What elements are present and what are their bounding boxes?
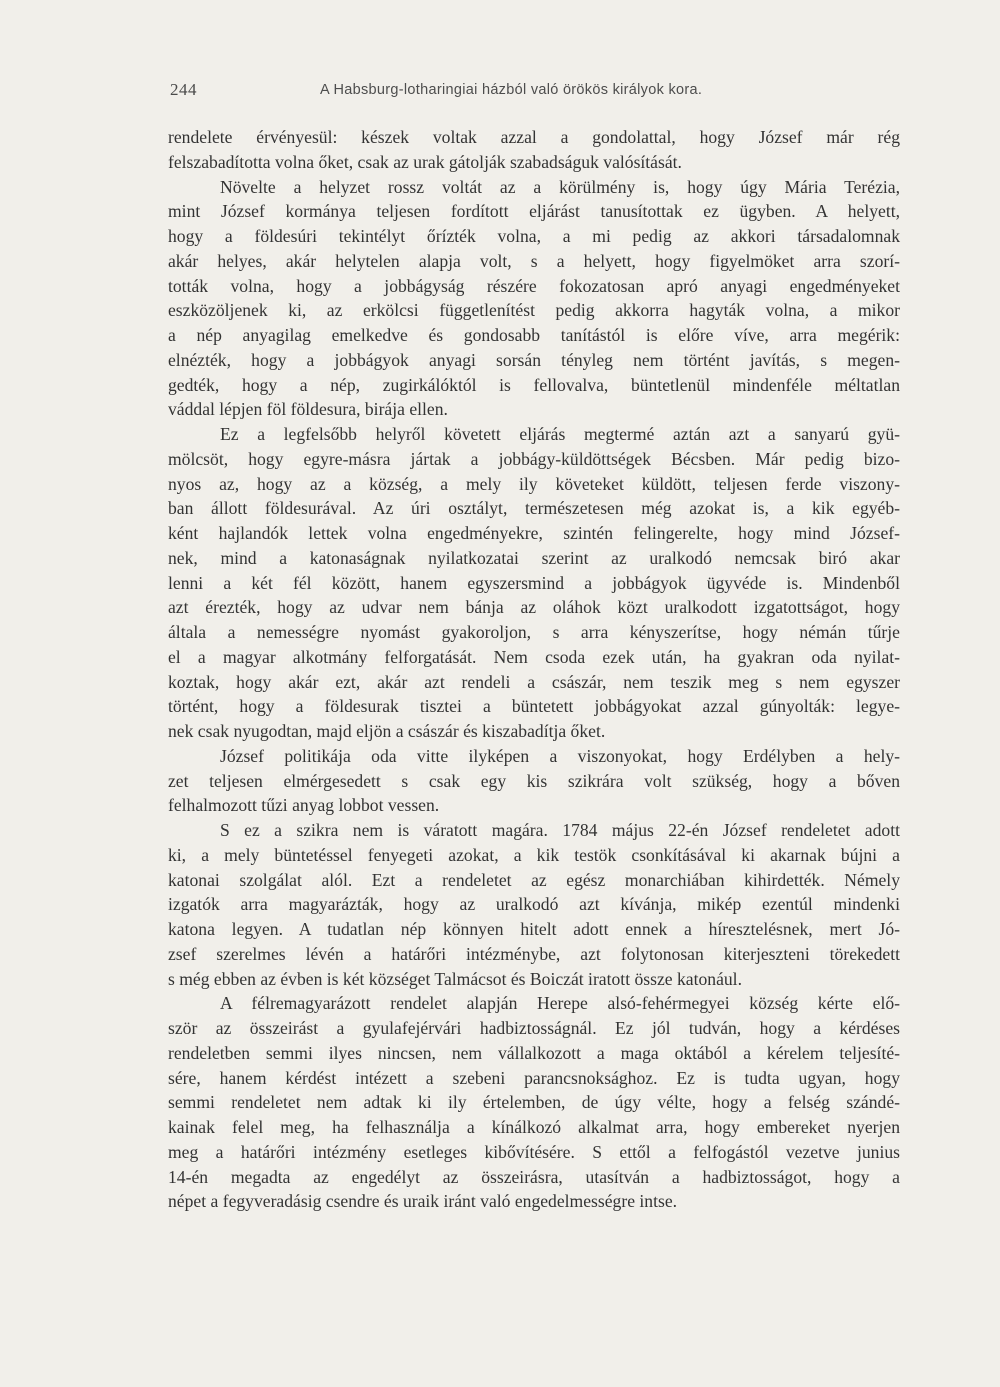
- text-line: ban állott földesurával. Az úri osztályt, természetesen még azokat is, a kik egyéb-: [168, 498, 900, 519]
- text-line: azt érezték, hogy az udvar nem bánja az oláhok közt uralkodott izgatottságot, hogy: [168, 597, 900, 618]
- text-line: József politikája oda vitte ilyképen a viszonyokat, hogy Erdélyben a hely-: [220, 745, 900, 766]
- text-line: izgatók arra magyarázták, hogy az uralkodó azt kívánja, mikép ezentúl mindenki: [168, 894, 900, 915]
- body-text: [168, 125, 900, 1214]
- text-line: felhalmozott tűzi anyag lobbot vessen.: [168, 795, 440, 816]
- text-line: rendeletben semmi ilyes nincsen, nem vállalkozott a maga oktából a kérelem teljesíté-: [168, 1042, 900, 1063]
- page-number: 244: [170, 80, 197, 99]
- text-line: el a magyar alkotmány felforgatását. Nem csoda ezek után, ha gyakran oda nyilat-: [168, 646, 900, 667]
- text-line: tották volna, hogy a jobbágyság részére fokozatosan apró anyagi engedményeket: [168, 275, 900, 296]
- text-line: Ez a legfelsőbb helyről követett eljárás megtermé aztán azt a sanyarú gyü-: [220, 424, 900, 444]
- text-line: semmi rendeletet nem adtak ki ily értelemben, de úgy vélte, hogy a felség szándé-: [168, 1092, 900, 1113]
- text-line: S ez a szikra nem is váratott magára. 1784 május 22-én József rendeletet adott: [220, 820, 900, 840]
- text-line: lenni a két fél között, hanem egyszersmind a jobbágyok ügyvéde is. Mindenből: [168, 572, 900, 593]
- text-line: a nép anyagilag emelkedve és gondosabb tanítástól is előre víve, arra megérik:: [168, 325, 900, 345]
- text-line: koztak, hogy akár ezt, akár azt rendeli a császár, nem teszik meg s nem egyszer: [168, 671, 900, 692]
- text-line: rendelete érvényesül: készek voltak azzal a gondolattal, hogy József már rég: [168, 127, 900, 147]
- text-line: A félremagyarázott rendelet alapján Herepe alsó-fehérmegyei község kérte elő-: [220, 993, 900, 1014]
- text-line: zsef szerelmes lévén a határőri intézménybe, azt folytonosan kiterjeszteni törekedett: [168, 943, 900, 964]
- text-line: ször az összeirást a gyulafejérvári hadbiztosságnál. Ez jól tudván, hogy a kérdéses: [168, 1018, 900, 1038]
- text-line: történt, hogy a földesurak tisztei a büntetett jobbágyokat azzal gúnyolták: legye-: [168, 696, 900, 717]
- text-line: Növelte a helyzet rossz voltát az a körülmény is, hogy úgy Mária Terézia,: [220, 176, 900, 197]
- running-title: A Habsburg-lotharingiai házból való örökös királyok kora.: [320, 82, 703, 98]
- text-line: nek csak nyugodtan, majd eljön a császár és kiszabadítja őket.: [168, 721, 606, 741]
- text-line: népet a fegyveradásig csendre és uraik iránt való engedelmességre intse.: [168, 1191, 678, 1212]
- text-line: gedték, hogy a nép, zugirkálóktól is fellovalva, büntetlenül mindenféle méltatlan: [168, 374, 900, 395]
- text-line: katonai szolgálat alól. Ezt a rendeletet az egész monarchiában kihirdették. Némely: [168, 869, 900, 890]
- text-line: mölcsöt, hogy egyre-másra jártak a jobbágy-küldöttségek Bécsben. Már pedig bizo-: [168, 448, 900, 469]
- text-line: nyos az, hogy az a község, a mely ily követeket küldött, teljesen ferde viszony-: [168, 473, 900, 494]
- text-line: mint József kormánya teljesen fordított eljárást tanusítottak ez ügyben. A helyett,: [168, 201, 900, 222]
- text-line: zet teljesen elmérgesedett s csak egy kis szikrára volt szükség, hogy a bőven: [168, 770, 900, 791]
- text-line: meg a határőri intézmény esetleges kibővítésére. S ettől a felfogástól vezetve junius: [168, 1141, 900, 1162]
- text-line: ki, a mely büntetéssel fenyegeti azokat, a kik testök csonkításával ki akarnak bújni a: [168, 844, 900, 865]
- text-line: katona legyen. A tudatlan nép könnyen hitelt adott ennek a híresztelésnek, mert Jó-: [168, 919, 900, 939]
- text-line: elnézték, hogy a jobbágyok anyagi sorsán tényleg nem történt javítás, s megen-: [168, 349, 900, 370]
- text-line: sére, hanem kérdést intézett a szebeni parancsnoksághoz. Ez is tudta ugyan, hogy: [168, 1067, 900, 1088]
- text-line: nek, mind a katonaságnak nyilatkozatai szerint az uralkodó nemcsak biró akar: [168, 547, 900, 568]
- text-line: felszabadította volna őket, csak az urak gátolják szabadságuk valósítását.: [168, 151, 682, 172]
- text-line: akár helyes, akár helytelen alapja volt, s a helyett, hogy figyelmöket arra szorí-: [168, 250, 900, 271]
- text-line: váddal lépjen föl földesura, birája ellen.: [168, 399, 448, 420]
- running-head: [170, 80, 900, 104]
- text-line: általa a nemességre nyomást gyakoroljon, s arra kényszerítse, hogy némán tűrje: [168, 622, 900, 642]
- text-line: eszközöljenek ki, az erkölcsi függetlenítést pedig akkorra hagyták volna, a mikor: [168, 300, 900, 321]
- text-line: hogy a földesúri tekintélyt őrízték volna, a mi pedig az akkori társadalomnak: [168, 226, 900, 246]
- text-line: ként hajlandók lettek volna engedményekre, szintén felingerelte, hogy mind József-: [168, 523, 900, 543]
- text-line: s még ebben az évben is két községet Talmácsot és Boiczát iratott össze katonául.: [168, 968, 742, 989]
- text-line: 14-én megadta az engedélyt az összeirásra, utasítván a hadbiztosságot, hogy a: [168, 1166, 900, 1187]
- text-line: kainak felel meg, ha felhasználja a kínálkozó alkalmat arra, hogy embereket nyerjen: [168, 1117, 900, 1137]
